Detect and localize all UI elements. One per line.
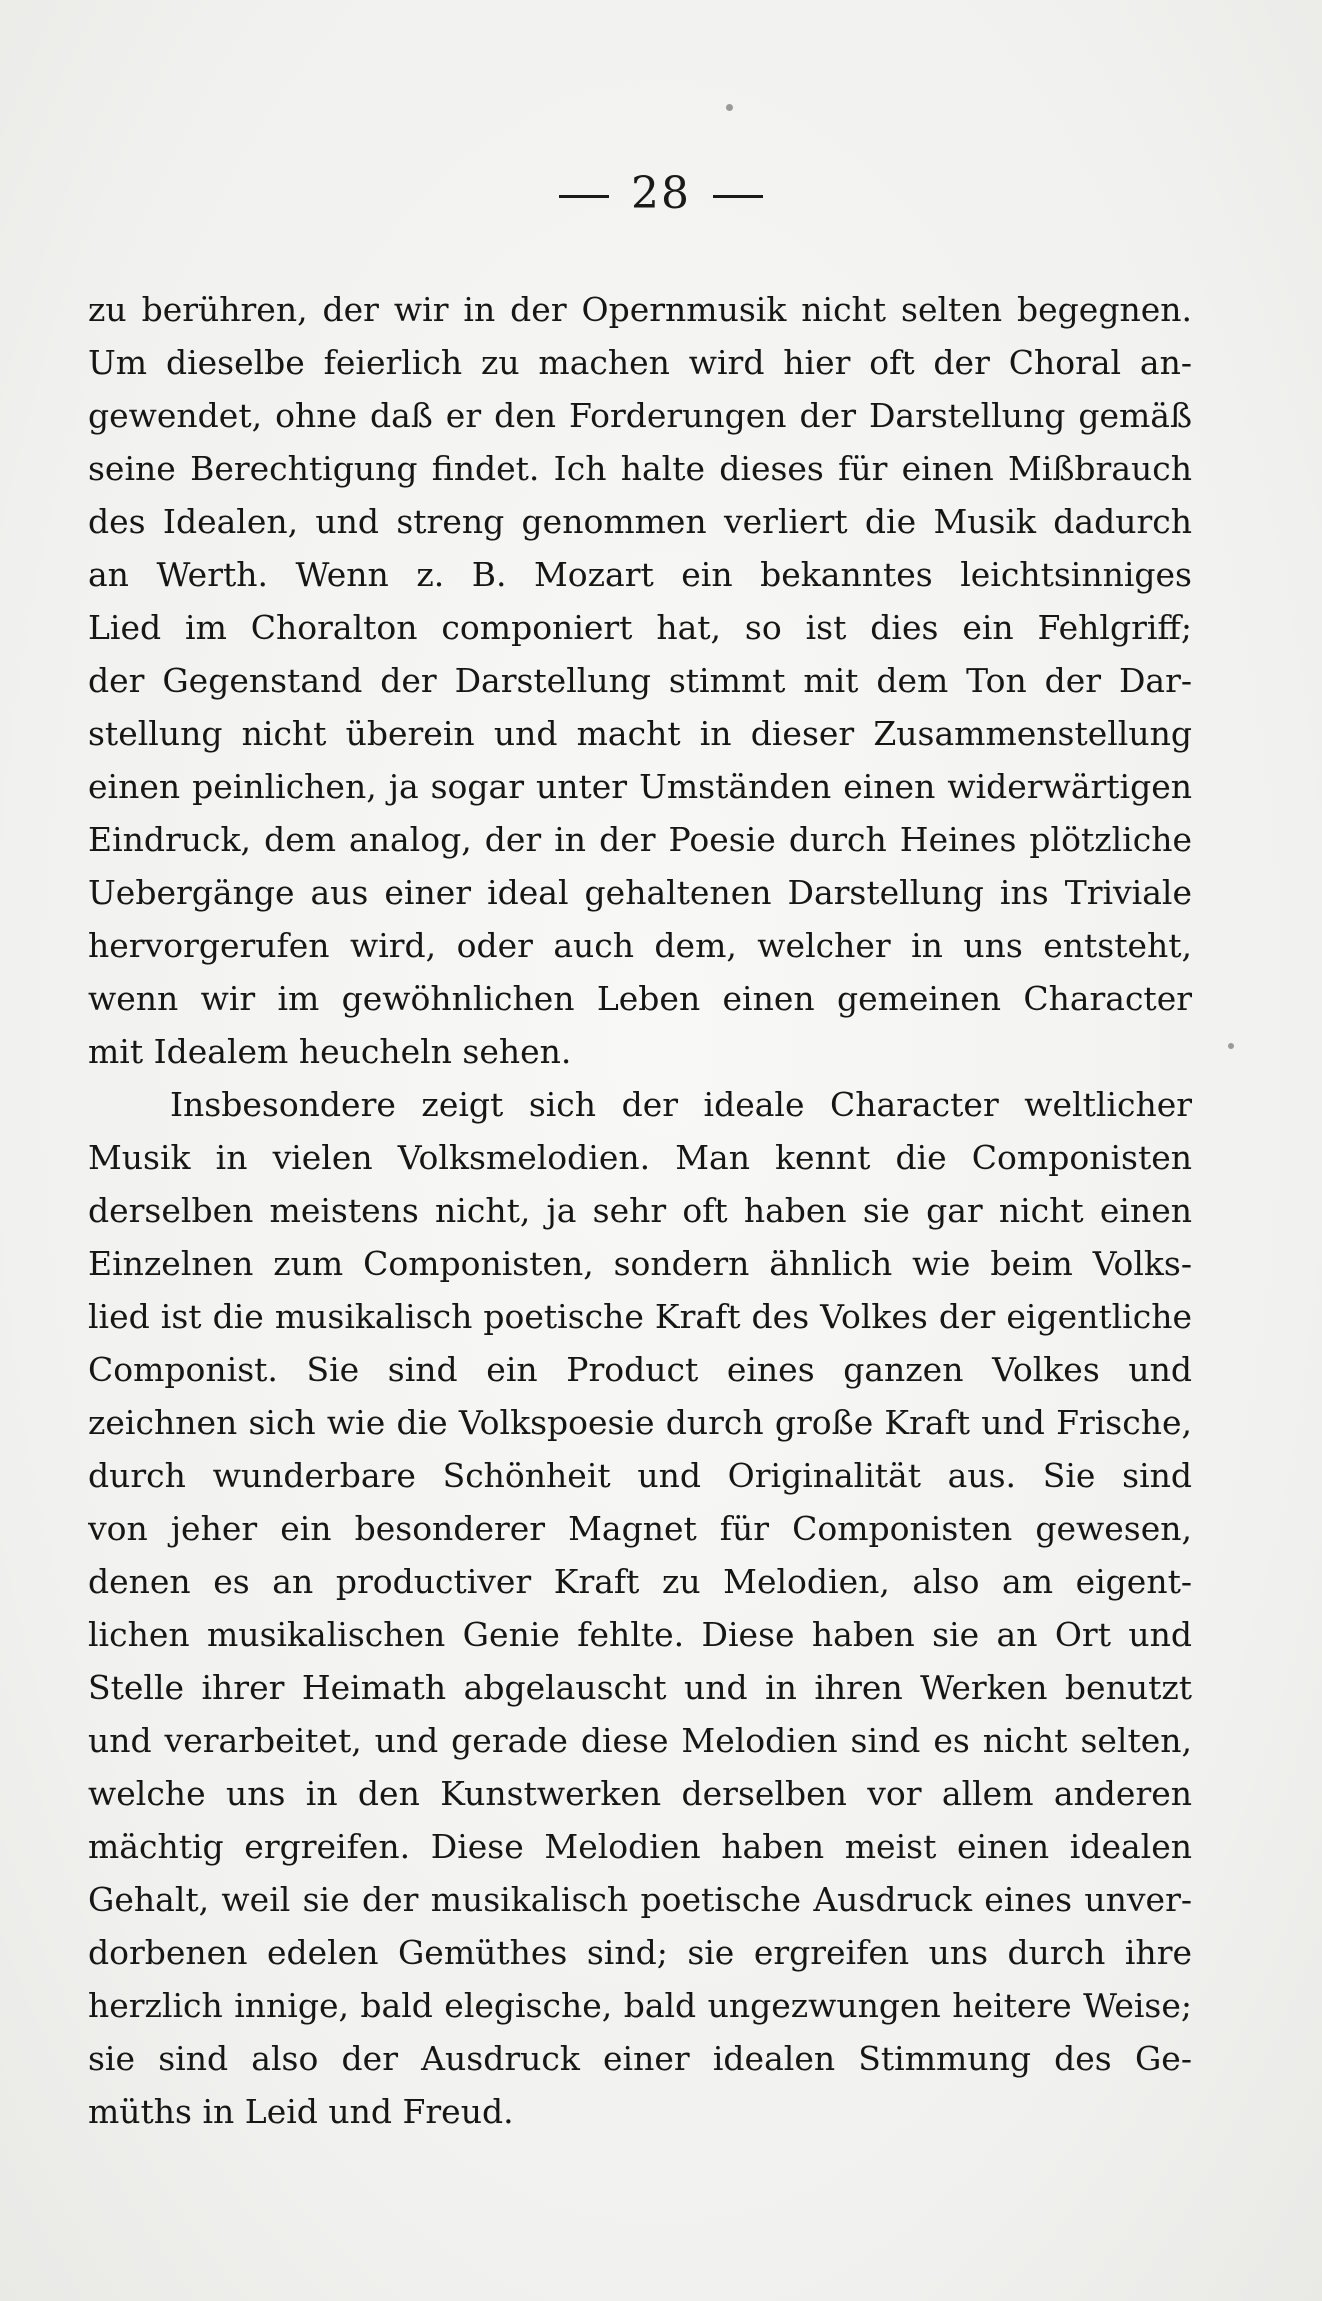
text-line: von jeher ein besonderer Magnet für Componisten gewesen, [88, 1509, 1192, 1548]
body-text [88, 283, 1192, 2138]
text-line: Gehalt, weil sie der musikalisch poetische Ausdruck eines unver- [88, 1880, 1192, 1919]
text-line: stellung nicht überein und macht in dieser Zusammenstellung [88, 714, 1192, 753]
text-line: müths in Leid und Freud. [88, 2092, 514, 2131]
text-line: lied ist die musikalisch poetische Kraft des Volkes der eigentliche [88, 1297, 1192, 1336]
text-line: der Gegenstand der Darstellung stimmt mit dem Ton der Dar- [88, 661, 1192, 700]
text-line: derselben meistens nicht, ja sehr oft haben sie gar nicht einen [88, 1191, 1192, 1230]
text-line: denen es an productiver Kraft zu Melodien, also am eigent- [88, 1562, 1192, 1601]
header-dash-right [713, 195, 763, 198]
text-line: wenn wir im gewöhnlichen Leben einen gemeinen Character [88, 979, 1192, 1018]
page-number-header [0, 168, 1322, 219]
text-line: Lied im Choralton componiert hat, so ist dies ein Fehlgriff; [88, 608, 1192, 647]
text-line: Musik in vielen Volksmelodien. Man kennt die Componisten [88, 1138, 1192, 1177]
text-line: mit Idealem heucheln sehen. [88, 1032, 572, 1071]
text-line: Einzelnen zum Componisten, sondern ähnlich wie beim Volks- [88, 1244, 1192, 1283]
text-line: zu berühren, der wir in der Opernmusik nicht selten begegnen. [88, 290, 1192, 329]
page-number: 28 [631, 168, 691, 219]
text-line: hervorgerufen wird, oder auch dem, welcher in uns entsteht, [88, 926, 1192, 965]
text-line: Componist. Sie sind ein Product eines ganzen Volkes und [88, 1350, 1192, 1389]
text-line: an Werth. Wenn z. B. Mozart ein bekanntes leichtsinniges [88, 555, 1192, 594]
text-line: seine Berechtigung findet. Ich halte dieses für einen Mißbrauch [88, 449, 1192, 488]
text-line: Uebergänge aus einer ideal gehaltenen Darstellung ins Triviale [88, 873, 1192, 912]
text-line: Eindruck, dem analog, der in der Poesie durch Heines plötzliche [88, 820, 1192, 859]
text-line: Insbesondere zeigt sich der ideale Character weltlicher [170, 1085, 1192, 1124]
text-line: welche uns in den Kunstwerken derselben vor allem anderen [88, 1774, 1192, 1813]
text-line: einen peinlichen, ja sogar unter Umständen einen widerwärtigen [88, 767, 1192, 806]
text-line: und verarbeitet, und gerade diese Melodien sind es nicht selten, [88, 1721, 1192, 1760]
text-line: mächtig ergreifen. Diese Melodien haben meist einen idealen [88, 1827, 1192, 1866]
text-line: zeichnen sich wie die Volkspoesie durch große Kraft und Frische, [88, 1403, 1192, 1442]
text-line: Um dieselbe feierlich zu machen wird hier oft der Choral an- [88, 343, 1192, 382]
paper-speck [1228, 1043, 1234, 1049]
text-line: durch wunderbare Schönheit und Originalität aus. Sie sind [88, 1456, 1192, 1495]
text-line: herzlich innige, bald elegische, bald ungezwungen heitere Weise; [88, 1986, 1192, 2025]
text-line: gewendet, ohne daß er den Forderungen der Darstellung gemäß [88, 396, 1192, 435]
text-line: sie sind also der Ausdruck einer idealen Stimmung des Ge- [88, 2039, 1192, 2078]
text-line: dorbenen edelen Gemüthes sind; sie ergreifen uns durch ihre [88, 1933, 1192, 1972]
text-line: des Idealen, und streng genommen verliert die Musik dadurch [88, 502, 1192, 541]
text-line: lichen musikalischen Genie fehlte. Diese haben sie an Ort und [88, 1615, 1192, 1654]
text-line: Stelle ihrer Heimath abgelauscht und in ihren Werken benutzt [88, 1668, 1192, 1707]
paper-speck [726, 104, 733, 111]
header-dash-left [559, 195, 609, 198]
